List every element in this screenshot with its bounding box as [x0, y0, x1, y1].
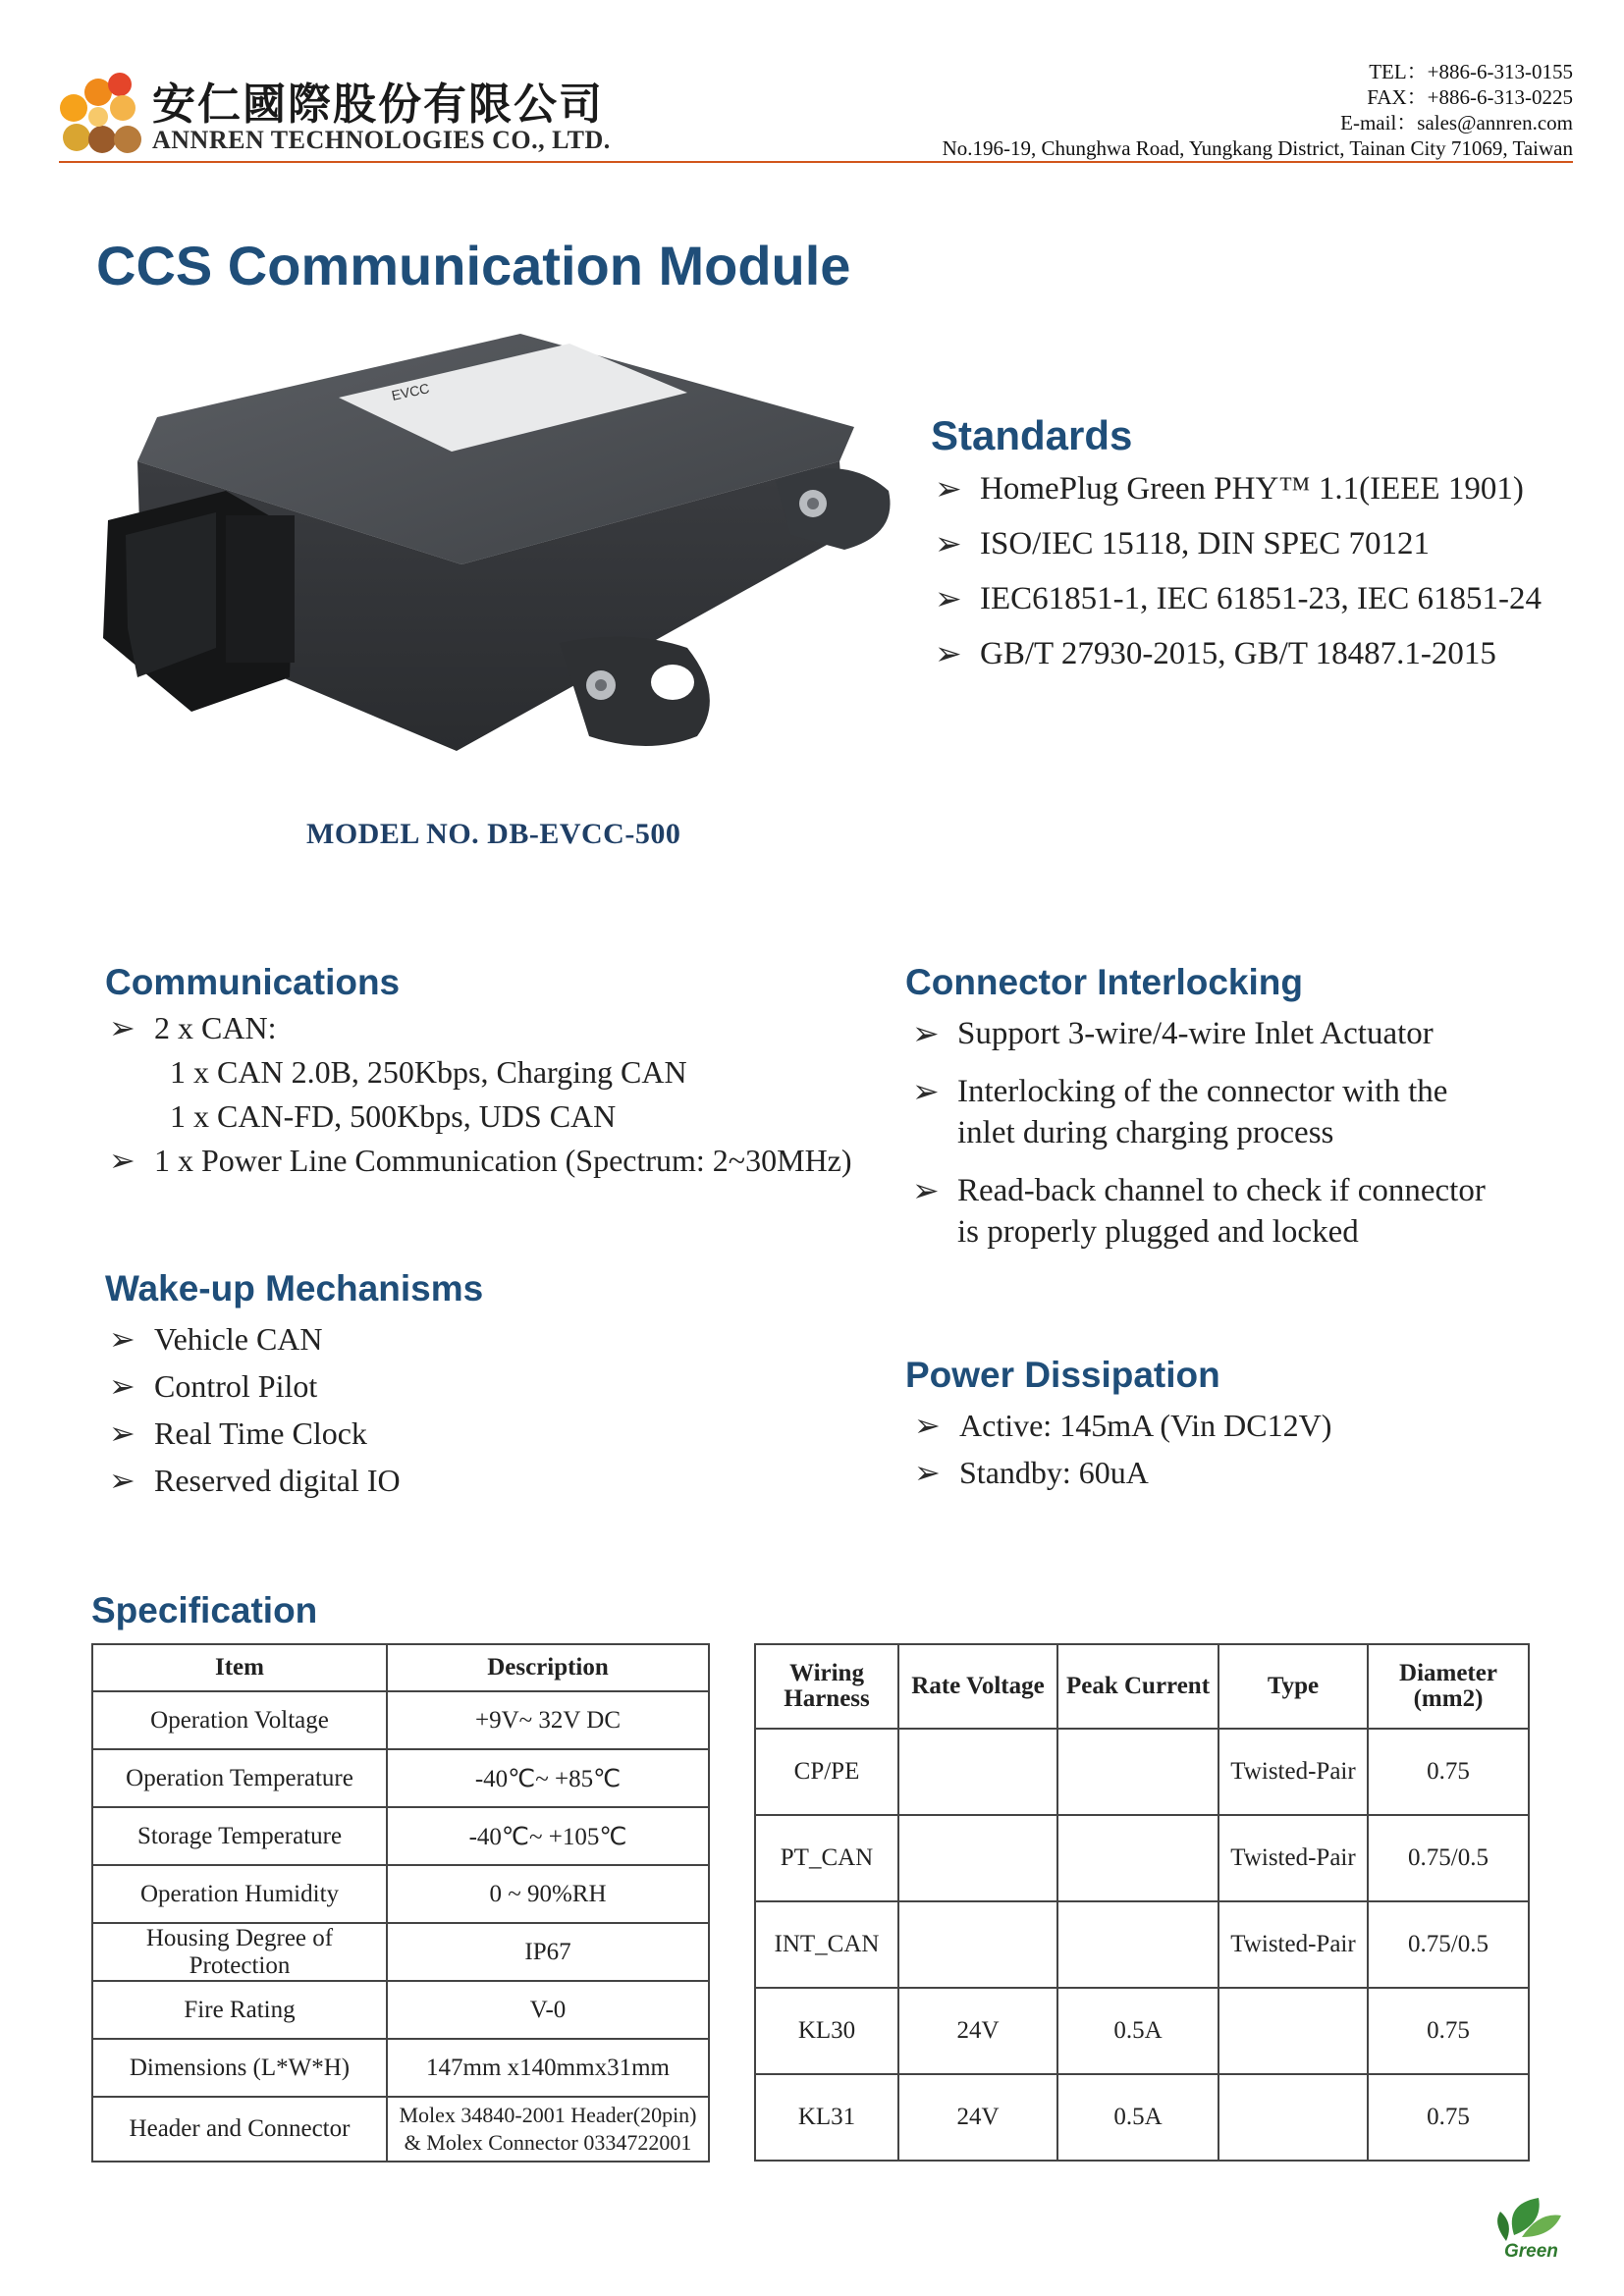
page-title: CCS Communication Module — [96, 235, 851, 296]
communications-list — [105, 1006, 852, 1183]
cell-item: Header and Connector — [92, 2097, 387, 2162]
cell-voltage: 24V — [898, 2074, 1057, 2161]
col-header-harness: Wiring Harness — [755, 1644, 898, 1729]
cell-harness: PT_CAN — [755, 1815, 898, 1901]
cell-desc: -40℃~ +85℃ — [387, 1749, 709, 1807]
cell-harness: CP/PE — [755, 1729, 898, 1815]
interlocking-list — [908, 1013, 1486, 1269]
arrow-bullet-icon: ➢ — [109, 1142, 135, 1179]
list-item: ➢ GB/T 27930-2015, GB/T 18487.1-2015 — [931, 626, 1542, 681]
cell-type: Twisted-Pair — [1218, 1901, 1368, 1988]
arrow-bullet-icon: ➢ — [914, 1407, 941, 1444]
cell-current: 0.5A — [1057, 1988, 1218, 2074]
arrow-bullet-icon: ➢ — [935, 634, 962, 672]
green-leaf-icon — [1485, 2194, 1575, 2263]
specification-table — [91, 1643, 710, 2163]
list-item: ➢ Read-back channel to check if connector is properly plugged and locked — [912, 1171, 1486, 1250]
list-item: ➢ 1 x Power Line Communication (Spectrum: 2~30MHz) — [105, 1139, 852, 1183]
arrow-bullet-icon: ➢ — [935, 524, 962, 562]
cell-voltage — [898, 1815, 1057, 1901]
cell-current — [1057, 1815, 1218, 1901]
wiring-harness-table — [754, 1643, 1530, 2162]
list-item: ➢ Standby: 60uA — [910, 1449, 1331, 1496]
col-header-voltage: Rate Voltage — [898, 1644, 1057, 1729]
cell-diameter: 0.75/0.5 — [1368, 1901, 1529, 1988]
cell-item: Fire Rating — [92, 1981, 387, 2039]
cell-desc: IP67 — [387, 1923, 709, 1981]
cell-voltage — [898, 1729, 1057, 1815]
cell-item: Storage Temperature — [92, 1807, 387, 1865]
table-row — [92, 2039, 709, 2097]
arrow-bullet-icon: ➢ — [935, 579, 962, 617]
cell-item: Dimensions (L*W*H) — [92, 2039, 387, 2097]
table-row — [92, 1923, 709, 1981]
cell-desc: V-0 — [387, 1981, 709, 2039]
table-row — [92, 1981, 709, 2039]
table-row — [92, 2097, 709, 2162]
cell-desc: 0 ~ 90%RH — [387, 1865, 709, 1923]
col-header-diameter: Diameter (mm2) — [1368, 1644, 1529, 1729]
cell-voltage — [898, 1901, 1057, 1988]
list-item: ➢ HomePlug Green PHY™ 1.1(IEEE 1901) — [931, 461, 1542, 516]
cell-item: Operation Humidity — [92, 1865, 387, 1923]
contact-email: E-mail：sales@annren.com — [1340, 111, 1573, 134]
table-row — [92, 1691, 709, 1749]
arrow-bullet-icon: ➢ — [914, 1454, 941, 1491]
list-subitem: 1 x CAN-FD, 500Kbps, UDS CAN — [170, 1098, 617, 1134]
connector-interlocking-heading: Connector Interlocking — [905, 962, 1303, 1002]
company-name-cn: 安仁國際股份有限公司 — [152, 80, 604, 130]
list-item: ➢ Reserved digital IO — [105, 1457, 401, 1504]
arrow-bullet-icon: ➢ — [109, 1415, 135, 1452]
contact-tel: TEL：+886-6-313-0155 — [1369, 60, 1573, 83]
arrow-bullet-icon: ➢ — [912, 1171, 940, 1209]
cell-current — [1057, 1901, 1218, 1988]
product-label-text: EVCC — [390, 380, 431, 403]
list-item: ➢ IEC61851-1, IEC 61851-23, IEC 61851-24 — [931, 571, 1542, 626]
list-item: ➢ Active: 145mA (Vin DC12V) — [910, 1402, 1331, 1449]
table-row — [755, 1815, 1529, 1901]
communications-heading: Communications — [105, 962, 401, 1002]
list-subitem: 1 x CAN 2.0B, 250Kbps, Charging CAN — [170, 1054, 687, 1090]
arrow-bullet-icon: ➢ — [109, 1320, 135, 1358]
standards-list — [931, 461, 1542, 681]
cell-item: Housing Degree of Protection — [92, 1923, 387, 1981]
arrow-bullet-icon: ➢ — [109, 1462, 135, 1499]
company-logo-icon — [59, 71, 147, 159]
col-header-current: Peak Current — [1057, 1644, 1218, 1729]
cell-item: Operation Voltage — [92, 1691, 387, 1749]
model-number: MODEL NO. DB-EVCC-500 — [306, 818, 681, 850]
list-item: ➢ Interlocking of the connector with the inlet during charging process — [912, 1072, 1448, 1150]
arrow-bullet-icon: ➢ — [109, 1367, 135, 1405]
cell-harness: INT_CAN — [755, 1901, 898, 1988]
table-header-row — [92, 1644, 709, 1691]
power-heading: Power Dissipation — [905, 1355, 1220, 1395]
cell-type: Twisted-Pair — [1218, 1815, 1368, 1901]
table-row — [755, 1729, 1529, 1815]
arrow-bullet-icon: ➢ — [912, 1014, 940, 1052]
list-item: ➢ Support 3-wire/4-wire Inlet Actuator — [912, 1014, 1434, 1052]
list-item: ➢ 2 x CAN: 1 x CAN 2.0B, 250Kbps, Charging CAN 1 x CAN-FD, 500Kbps, UDS CAN — [105, 1006, 852, 1139]
power-list — [910, 1402, 1331, 1496]
table-row — [755, 1988, 1529, 2074]
wakeup-heading: Wake-up Mechanisms — [105, 1268, 484, 1308]
list-item: ➢ Vehicle CAN — [105, 1315, 401, 1362]
table-row — [92, 1807, 709, 1865]
cell-type: Twisted-Pair — [1218, 1729, 1368, 1815]
table-row — [755, 1901, 1529, 1988]
arrow-bullet-icon: ➢ — [109, 1009, 135, 1046]
table-header-row — [755, 1644, 1529, 1729]
svg-text:Green: Green — [1504, 2241, 1558, 2262]
table-row — [755, 2074, 1529, 2161]
specification-heading: Specification — [91, 1590, 318, 1630]
col-header-type: Type — [1218, 1644, 1368, 1729]
cell-type — [1218, 2074, 1368, 2161]
cell-harness: KL31 — [755, 2074, 898, 2161]
cell-current: 0.5A — [1057, 2074, 1218, 2161]
cell-desc: Molex 34840-2001 Header(20pin) & Molex Connector 0334722001 — [387, 2097, 709, 2162]
contact-fax: FAX：+886-6-313-0225 — [1367, 85, 1573, 109]
col-header-description: Description — [387, 1644, 709, 1691]
cell-diameter: 0.75/0.5 — [1368, 1815, 1529, 1901]
cell-item: Operation Temperature — [92, 1749, 387, 1807]
table-row — [92, 1865, 709, 1923]
list-item: ➢ ISO/IEC 15118, DIN SPEC 70121 — [931, 516, 1542, 571]
cell-type — [1218, 1988, 1368, 2074]
cell-diameter: 0.75 — [1368, 1729, 1529, 1815]
cell-diameter: 0.75 — [1368, 2074, 1529, 2161]
standards-heading: Standards — [931, 412, 1133, 458]
wakeup-list — [105, 1315, 401, 1504]
product-image — [98, 324, 903, 795]
cell-harness: KL30 — [755, 1988, 898, 2074]
header-divider — [59, 161, 1573, 163]
list-item: ➢ Control Pilot — [105, 1362, 401, 1410]
list-item: ➢ Real Time Clock — [105, 1410, 401, 1457]
cell-desc: 147mm x140mmx31mm — [387, 2039, 709, 2097]
company-name-en: ANNREN TECHNOLOGIES CO., LTD. — [152, 126, 611, 154]
cell-desc: +9V~ 32V DC — [387, 1691, 709, 1749]
cell-desc: -40℃~ +105℃ — [387, 1807, 709, 1865]
arrow-bullet-icon: ➢ — [912, 1072, 940, 1110]
cell-voltage: 24V — [898, 1988, 1057, 2074]
table-row — [92, 1749, 709, 1807]
arrow-bullet-icon: ➢ — [935, 469, 962, 507]
cell-current — [1057, 1729, 1218, 1815]
contact-address: No.196-19, Chunghwa Road, Yungkang District, Tainan City 71069, Taiwan — [942, 136, 1573, 160]
col-header-item: Item — [92, 1644, 387, 1691]
cell-diameter: 0.75 — [1368, 1988, 1529, 2074]
contact-block — [943, 59, 1573, 161]
